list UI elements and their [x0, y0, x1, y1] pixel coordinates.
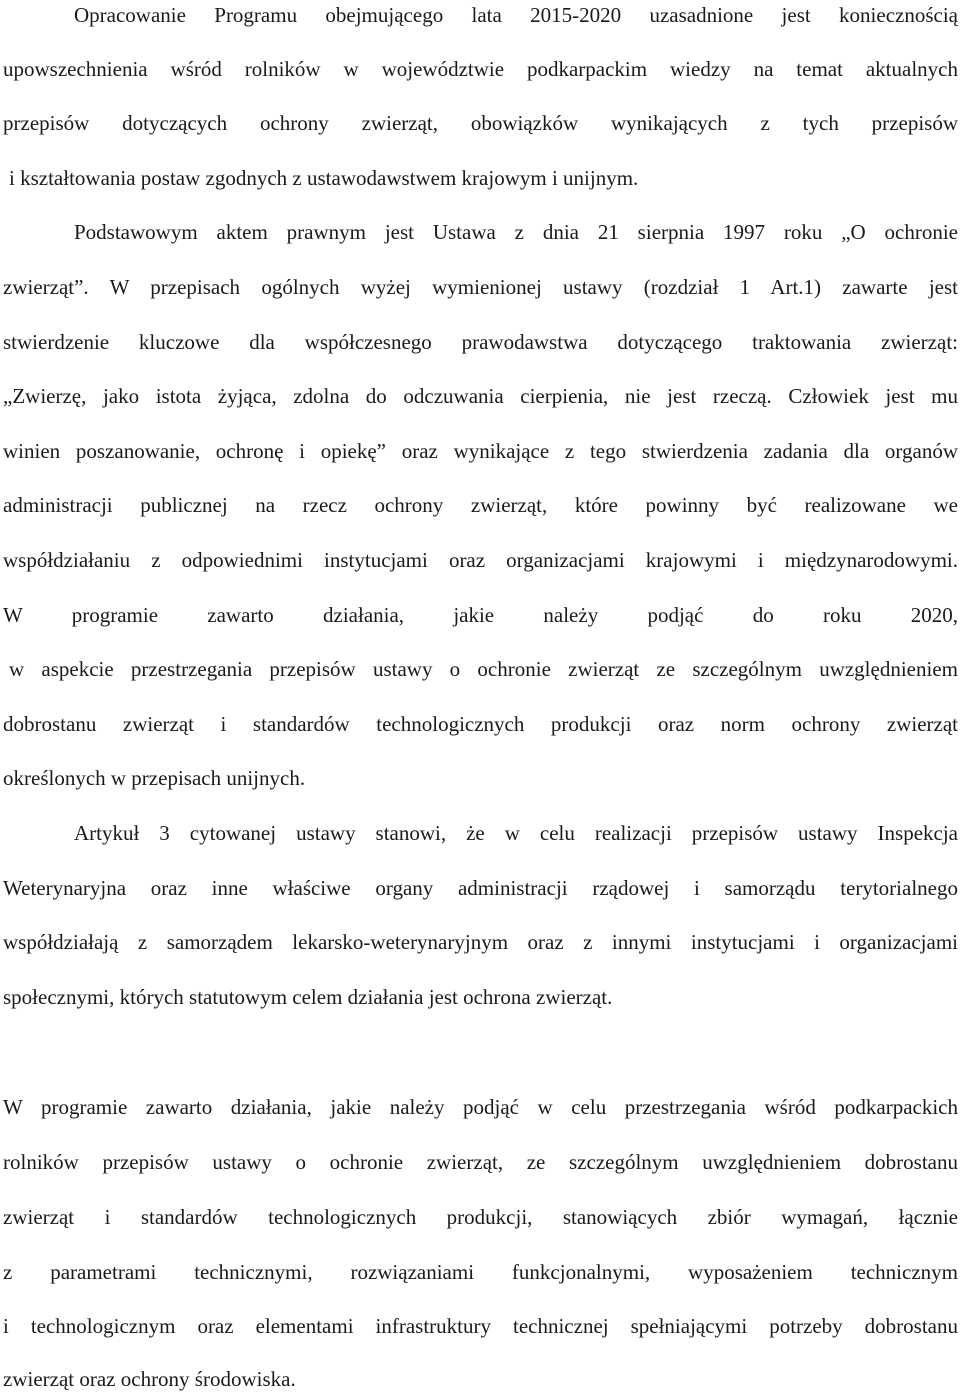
paragraph-3-line-2: Weterynaryjna oraz inne właściwe organy administracji rządowej i samorządu terytorialnego — [3, 876, 958, 900]
paragraph-2-line-10: dobrostanu zwierząt i standardów technologicznych produkcji oraz norm ochrony zwierząt — [3, 712, 958, 736]
paragraph-4-line-3: zwierząt i standardów technologicznych produkcji, stanowiących zbiór wymagań, łącznie — [3, 1205, 958, 1229]
paragraph-2-line-9: w aspekcie przestrzegania przepisów ustawy o ochronie zwierząt ze szczególnym uwzględnieniem — [9, 657, 958, 681]
paragraph-4-line-2: rolników przepisów ustawy o ochronie zwierząt, ze szczególnym uwzględnieniem dobrostanu — [3, 1150, 958, 1174]
paragraph-1-line-4: i kształtowania postaw zgodnych z ustawodawstwem krajowym i unijnym. — [9, 166, 639, 190]
paragraph-2-line-7: współdziałaniu z odpowiednimi instytucjami oraz organizacjami krajowymi i międzynarodowymi. — [3, 548, 958, 572]
paragraph-2-line-1: Podstawowym aktem prawnym jest Ustawa z dnia 21 sierpnia 1997 roku „O ochronie — [74, 220, 958, 244]
paragraph-4-line-1: W programie zawarto działania, jakie należy podjąć w celu przestrzegania wśród podkarpackich — [3, 1095, 958, 1119]
paragraph-3-line-4: społecznymi, których statutowym celem działania jest ochrona zwierząt. — [3, 985, 613, 1009]
paragraph-2-line-8: W programie zawarto działania, jakie należy podjąć do roku 2020, — [3, 603, 958, 627]
paragraph-3-line-3: współdziałają z samorządem lekarsko-weterynaryjnym oraz z innymi instytucjami i organizacjami — [3, 930, 958, 954]
paragraph-2-line-4: „Zwierzę, jako istota żyjąca, zdolna do odczuwania cierpienia, nie jest rzeczą. Człowiek jest mu — [3, 384, 958, 408]
paragraph-4-line-5: i technologicznym oraz elementami infrastruktury technicznej spełniającymi potrzeby dobrostanu — [3, 1314, 958, 1338]
paragraph-1-line-3: przepisów dotyczących ochrony zwierząt, obowiązków wynikających z tych przepisów — [3, 111, 958, 135]
paragraph-3-line-1: Artykuł 3 cytowanej ustawy stanowi, że w celu realizacji przepisów ustawy Inspekcja — [74, 821, 958, 845]
paragraph-4-line-6: zwierząt oraz ochrony środowiska. — [3, 1367, 296, 1391]
paragraph-2-line-6: administracji publicznej na rzecz ochrony zwierząt, które powinny być realizowane we — [3, 493, 958, 517]
paragraph-2-line-2: zwierząt”. W przepisach ogólnych wyżej wymienionej ustawy (rozdział 1 Art.1) zawarte jest — [3, 275, 958, 299]
paragraph-2-line-11: określonych w przepisach unijnych. — [3, 766, 306, 790]
paragraph-2-line-3: stwierdzenie kluczowe dla współczesnego prawodawstwa dotyczącego traktowania zwierząt: — [3, 330, 958, 354]
paragraph-2-line-5: winien poszanowanie, ochronę i opiekę” oraz wynikające z tego stwierdzenia zadania dla organów — [3, 439, 958, 463]
paragraph-4-line-4: z parametrami technicznymi, rozwiązaniami funkcjonalnymi, wyposażeniem technicznym — [3, 1260, 958, 1284]
paragraph-1-line-2: upowszechnienia wśród rolników w województwie podkarpackim wiedzy na temat aktualnych — [3, 57, 958, 81]
paragraph-1-line-1: Opracowanie Programu obejmującego lata 2015-2020 uzasadnione jest koniecznością — [74, 3, 958, 27]
